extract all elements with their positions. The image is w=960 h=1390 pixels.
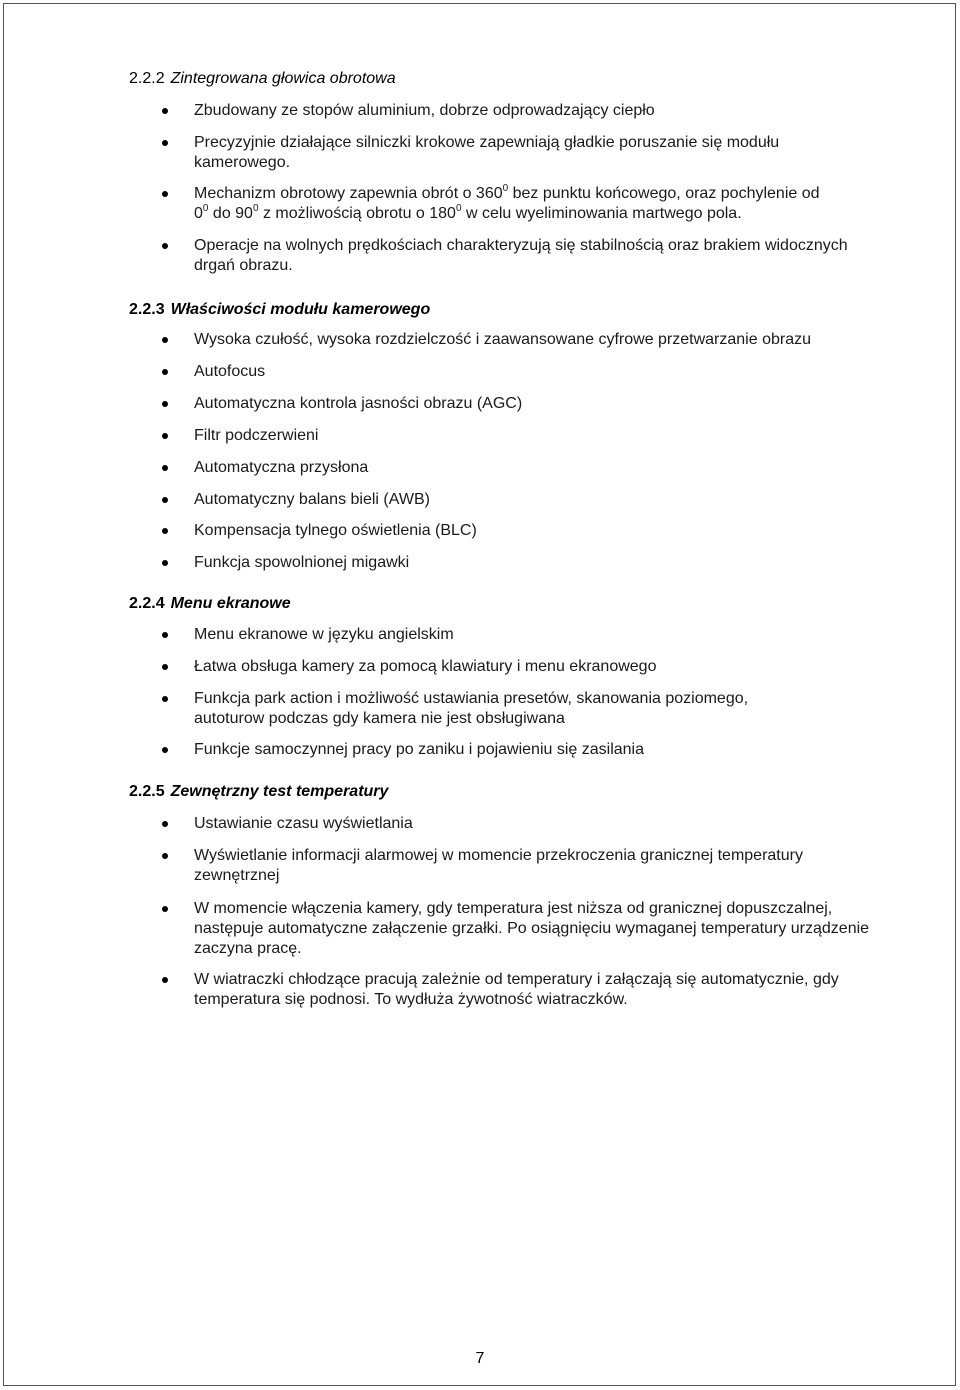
text-run: Mechanizm obrotowy zapewnia obrót o 360 [194,185,503,202]
bullet-icon [162,747,168,753]
bullet-icon [162,108,168,114]
list-item: Ustawianie czasu wyświetlania [194,815,413,832]
text-run: 0 [194,205,203,222]
text-run: w celu wyeliminowania martwego pola. [461,205,742,222]
list-item: Wysoka czułość, wysoka rozdzielczość i zaawansowane cyfrowe przetwarzanie obrazu [194,331,811,348]
bullet-icon [162,369,168,375]
list-item: Wyświetlanie informacji alarmowej w momencie przekroczenia granicznej temperatury zewnętrznej [194,847,803,884]
list-item: Operacje na wolnych prędkościach charakteryzują się stabilnością oraz brakiem widocznych drgań obrazu. [194,237,848,274]
bullet-icon [162,664,168,670]
superscript: 0 [202,202,209,214]
section-heading-2-2-3 [129,300,430,319]
superscript: 0 [455,202,462,214]
list-item: W wiatraczki chłodzące pracują zależnie od temperatury i załączają się automatycznie, gdy temperatura się podnosi. To wydłuża żywotność wiatraczków. [194,971,839,1008]
bullet-icon [162,632,168,638]
superscript: 0 [252,202,259,214]
list-item: Kompensacja tylnego oświetlenia (BLC) [194,522,477,539]
text-run: z możliwością obrotu o 180 [258,205,456,222]
list-item: Łatwa obsługa kamery za pomocą klawiatury i menu ekranowego [194,658,657,675]
bullet-icon [162,560,168,566]
bullet-icon [162,497,168,503]
section-title: Zintegrowana głowica obrotowa [170,70,396,87]
list-item: Automatyczna kontrola jasności obrazu (AGC) [194,395,523,412]
bullet-icon [162,140,168,146]
section-heading-2-2-4 [129,594,291,613]
text-run: do 90 [208,205,253,222]
bullet-icon [162,977,168,983]
section-number: 2.2.2 [129,70,165,87]
list-item: Funkcja spowolnionej migawki [194,554,410,571]
list-item: Zbudowany ze stopów aluminium, dobrze odprowadzający ciepło [194,102,655,119]
section-heading-2-2-5 [129,782,388,801]
page-number: 7 [475,1350,485,1367]
section-number: 2.2.5 [129,783,165,800]
list-item: Autofocus [194,363,266,380]
bullet-icon [162,401,168,407]
bullet-icon [162,243,168,249]
bullet-icon [162,528,168,534]
list-item: Filtr podczerwieni [194,427,319,444]
bullet-icon [162,191,168,197]
bullet-icon [162,433,168,439]
list-item: Precyzyjnie działające silniczki krokowe zapewniają gładkie poruszanie się modułu kamerowego. [194,134,780,171]
section-title: Właściwości modułu kamerowego [170,301,431,318]
bullet-icon [162,906,168,912]
section-heading-2-2-2 [129,69,396,88]
superscript: 0 [502,182,509,194]
section-number: 2.2.4 [129,595,165,612]
section-title: Zewnętrzny test temperatury [170,783,389,800]
section-number: 2.2.3 [129,301,165,318]
text-run: bez punktu końcowego, oraz pochylenie od [508,185,820,202]
list-item: Automatyczna przysłona [194,459,369,476]
list-item: Menu ekranowe w języku angielskim [194,626,454,643]
bullet-icon [162,465,168,471]
list-item: Funkcja park action i możliwość ustawiania presetów, skanowania poziomego, autoturow podczas gdy kamera nie jest obsługiwana [194,690,749,727]
bullet-icon [162,853,168,859]
bullet-icon [162,821,168,827]
list-item: Funkcje samoczynnej pracy po zaniku i pojawieniu się zasilania [194,741,645,758]
bullet-icon [162,337,168,343]
bullet-icon [162,696,168,702]
list-item: Automatyczny balans bieli (AWB) [194,491,430,508]
list-item: W momencie włączenia kamery, gdy temperatura jest niższa od granicznej dopuszczalnej, następuje automatyczne załączenie grzałki. Po osiągnięciu wymaganej temperatury urządzenie zaczyna pracę. [194,900,870,957]
list-item [194,184,894,224]
section-title: Menu ekranowe [170,595,291,612]
